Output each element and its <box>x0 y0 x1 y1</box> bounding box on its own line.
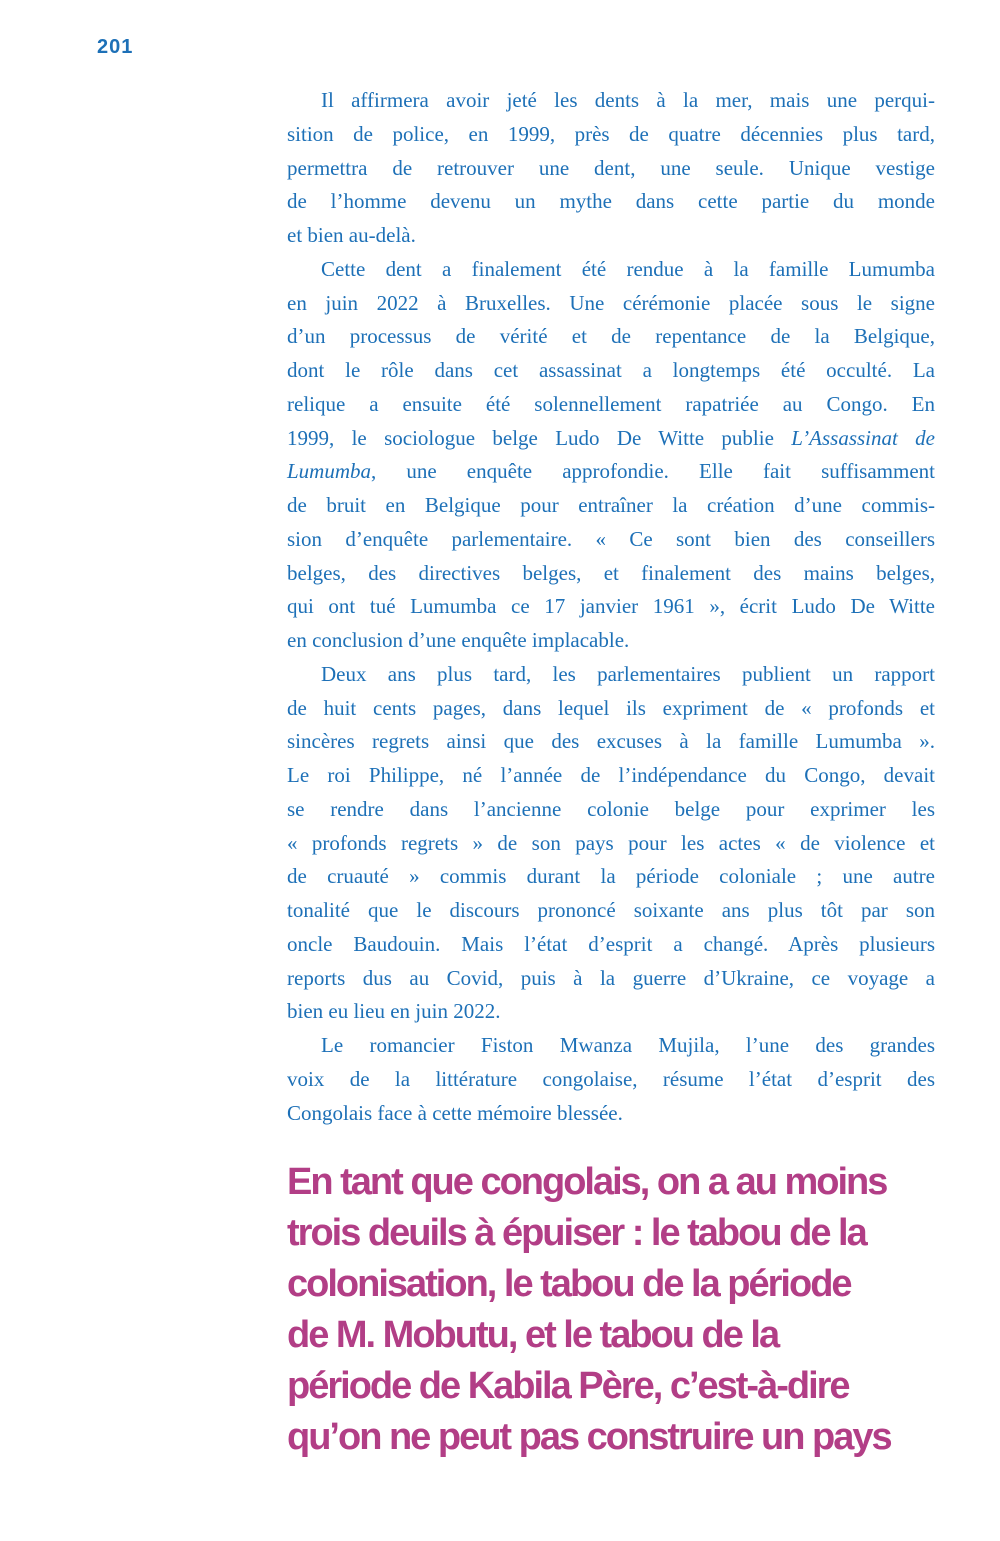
body-line <box>287 1063 935 1097</box>
body-line <box>287 827 935 861</box>
body-line <box>287 793 935 827</box>
pull-quote-line: colonisation, le tabou de la période <box>287 1263 851 1305</box>
body-line <box>287 489 935 523</box>
pull-quote-line: période de Kabila Père, c’est-à-dire <box>287 1365 849 1407</box>
body-line <box>287 287 935 321</box>
body-text-segment: sincères regrets ainsi que des excuses à la famille Lumumba ». <box>287 729 935 754</box>
body-text-segment: de l’homme devenu un mythe dans cette partie du monde <box>287 189 935 214</box>
body-text-segment: « profonds regrets » de son pays pour les actes « de violence et <box>287 830 935 855</box>
body-line <box>287 1029 935 1063</box>
body-text-segment: Il affirmera avoir jeté les dents à la mer, mais une perqui- <box>321 88 935 112</box>
pull-quote-line: trois deuils à épuiser : le tabou de la <box>287 1212 866 1254</box>
body-text-segment: en juin 2022 à Bruxelles. Une cérémonie placée sous le signe <box>287 290 935 315</box>
body-text-segment: de huit cents pages, dans lequel ils expriment de « profonds et <box>287 695 935 720</box>
body-line <box>287 185 935 219</box>
body-text-segment: en conclusion d’une enquête implacable. <box>287 628 630 652</box>
body-line <box>287 1097 935 1131</box>
body-text-segment: 1999, le sociologue belge Ludo De Witte publie <box>287 425 792 450</box>
body-text-segment: dont le rôle dans cet assassinat a longtemps été occulté. La <box>287 358 935 382</box>
pull-quote <box>287 1157 987 1463</box>
body-line <box>287 860 935 894</box>
body-line <box>287 557 935 591</box>
body-line <box>287 962 935 996</box>
pull-quote-line: qu’on ne peut pas construire un pays <box>287 1416 891 1458</box>
body-text-segment: qui ont tué Lumumba ce 17 janvier 1961 », écrit Ludo De Witte <box>287 594 935 619</box>
body-line <box>287 590 935 624</box>
body-line <box>287 388 935 422</box>
book-title-italic: L’Assassinat de <box>791 425 935 450</box>
body-text-segment: d’un processus de vérité et de repentance de la Belgique, <box>287 324 935 349</box>
body-text-segment: Congolais face à cette mémoire blessée. <box>287 1100 623 1125</box>
body-text-segment: Le romancier Fiston Mwanza Mujila, l’une des grandes <box>321 1033 935 1057</box>
body-line <box>287 320 935 354</box>
body-line <box>287 894 935 928</box>
body-line <box>287 928 935 962</box>
pull-quote-line: de M. Mobutu, et le tabou de la <box>287 1314 779 1356</box>
body-line <box>287 759 935 793</box>
body-text-segment: permettra de retrouver une dent, une seule. Unique vestige <box>287 155 935 180</box>
body-text-segment: relique a ensuite été solennellement rapatriée au Congo. En <box>287 391 935 416</box>
body-line <box>287 523 935 557</box>
body-text-segment: se rendre dans l’ancienne colonie belge pour exprimer les <box>287 796 935 821</box>
body-text-segment: Deux ans plus tard, les parlementaires publient un rapport <box>321 661 935 686</box>
body-text-segment: de cruauté » commis durant la période coloniale ; une autre <box>287 864 935 889</box>
body-text-segment: et bien au-delà. <box>287 223 416 247</box>
body-text-segment: sition de police, en 1999, près de quatre décennies plus tard, <box>287 121 935 146</box>
body-line <box>287 354 935 388</box>
body-line <box>287 422 935 456</box>
body-text-segment: Le roi Philippe, né l’année de l’indépendance du Congo, devait <box>287 763 935 787</box>
body-text-segment: bien eu lieu en juin 2022. <box>287 999 501 1024</box>
body-text-column <box>287 84 935 1130</box>
body-text-segment: voix de la littérature congolaise, résume l’état d’esprit des <box>287 1066 935 1091</box>
body-text-segment: sion d’enquête parlementaire. « Ce sont bien des conseillers <box>287 526 935 551</box>
body-line <box>287 725 935 759</box>
pull-quote-line: En tant que congolais, on a au moins <box>287 1161 887 1203</box>
body-text-segment: , une enquête approfondie. Elle fait suffisamment <box>371 459 935 484</box>
body-line <box>287 692 935 726</box>
body-line <box>287 84 935 118</box>
body-line <box>287 118 935 152</box>
body-text-segment: de bruit en Belgique pour entraîner la création d’une commis- <box>287 493 935 517</box>
body-line <box>287 152 935 186</box>
body-line <box>287 995 935 1029</box>
page-number: 201 <box>97 36 134 58</box>
body-line <box>287 658 935 692</box>
body-line <box>287 253 935 287</box>
body-text-segment: Cette dent a finalement été rendue à la famille Lumumba <box>321 256 935 281</box>
body-text-segment: reports dus au Covid, puis à la guerre d’Ukraine, ce voyage a <box>287 965 935 990</box>
body-text-segment: oncle Baudouin. Mais l’état d’esprit a changé. Après plusieurs <box>287 931 935 956</box>
body-line <box>287 455 935 489</box>
body-line <box>287 219 935 253</box>
book-title-italic: Lumumba <box>287 459 372 484</box>
body-text-segment: tonalité que le discours prononcé soixante ans plus tôt par son <box>287 898 935 922</box>
body-line <box>287 624 935 658</box>
body-text-segment: belges, des directives belges, et finalement des mains belges, <box>287 560 935 585</box>
